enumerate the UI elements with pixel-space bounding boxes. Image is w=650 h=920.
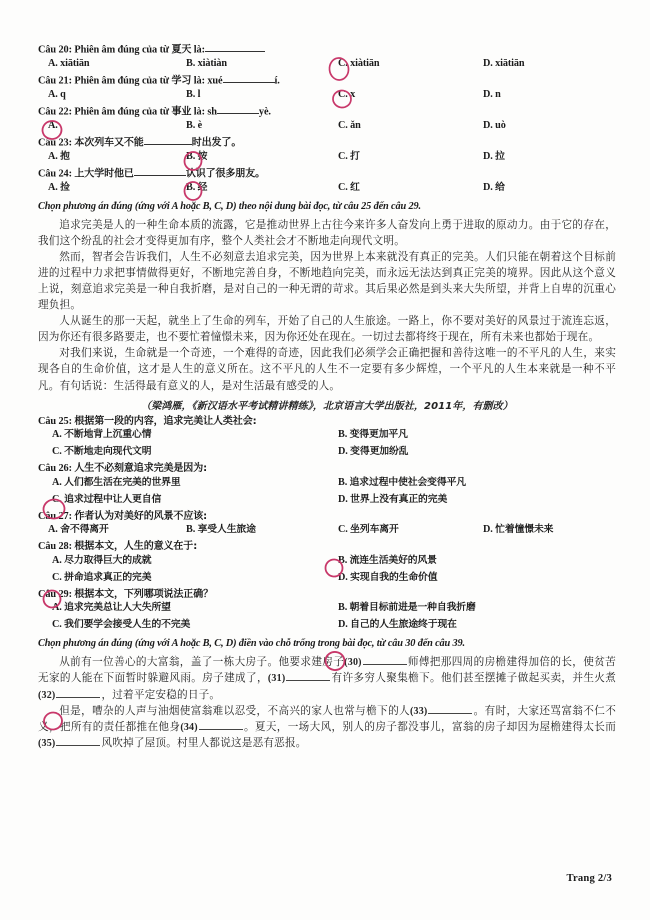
option-letter: B. bbox=[186, 524, 196, 536]
option-letter: C. bbox=[338, 181, 348, 193]
gap-blank-32 bbox=[56, 689, 100, 698]
question-text-21c: í. bbox=[274, 75, 280, 87]
option-24-d[interactable] bbox=[483, 182, 505, 194]
option-letter: A. bbox=[52, 429, 62, 441]
question-number-27: Câu 27: bbox=[38, 510, 72, 522]
passage-paragraph-4: 对我们来说，生命就是一个奇迹，一个难得的奇迹，因此我们必须学会正确把握和善待这唯一的不平凡的人生，来实现各自的生命价值，这才是人生的意义所在。这不平凡的人生不一定要有多少辉煌，一个平凡的人生本来就是一种不平凡。有句话说：生活得最有意义的人，是对生活最有感受的人。 bbox=[38, 347, 616, 392]
question-chinese-26: 人生不必刻意追求完美是因为: bbox=[74, 463, 208, 475]
option-text: 拉 bbox=[495, 150, 505, 162]
option-letter: D. bbox=[483, 88, 493, 100]
option-text: 追求完美总让人大失所望 bbox=[64, 602, 171, 614]
option-letter: D. bbox=[483, 119, 493, 131]
option-21-a[interactable] bbox=[48, 89, 66, 101]
option-21-c[interactable] bbox=[338, 89, 355, 101]
option-text: 变得更加平凡 bbox=[349, 429, 408, 441]
cloze-text: 但是，嘈杂的人声与油烟使富翁难以忍受，不高兴的家人也常与檐下的人 bbox=[59, 704, 410, 717]
option-letter: A. bbox=[52, 476, 62, 488]
option-text: 人们都生活在完美的世界里 bbox=[64, 476, 181, 488]
gap-number-34: (34) bbox=[180, 722, 198, 733]
question-number-29: Câu 29: bbox=[38, 588, 72, 600]
question-chinese-27b: 应该: bbox=[183, 510, 208, 522]
options-row-29b bbox=[38, 619, 616, 634]
question-text-21a: Phiên âm đúng của từ bbox=[74, 75, 172, 87]
cloze-text: 从前有一位善心的大富翁，盖了一栋大房子。他要求建房子 bbox=[59, 656, 345, 669]
option-27-c[interactable] bbox=[338, 524, 399, 536]
option-letter: C. bbox=[338, 88, 348, 100]
option-letter: B. bbox=[186, 88, 196, 100]
option-letter: B. bbox=[186, 57, 196, 69]
cloze-text: 。夏天，一场大风，别人的房子都没事儿，富翁的房子却因为屋檐建得太长而 bbox=[243, 721, 617, 733]
option-letter: D. bbox=[483, 57, 493, 69]
gap-number-35: (35) bbox=[38, 738, 56, 750]
options-row-27 bbox=[38, 524, 616, 539]
option-28-b[interactable] bbox=[338, 555, 437, 567]
option-letter: C. bbox=[52, 571, 62, 583]
option-text: 打 bbox=[350, 150, 360, 162]
option-text: n bbox=[495, 88, 501, 100]
question-text-22a: Phiên âm đúng của từ bbox=[74, 106, 172, 118]
option-22-a[interactable] bbox=[48, 120, 58, 132]
options-row-28b bbox=[38, 572, 616, 587]
option-text: 坐列车离开 bbox=[350, 524, 399, 536]
question-text-20a: Phiên âm đúng của từ bbox=[74, 44, 172, 56]
option-28-d[interactable] bbox=[338, 572, 437, 584]
option-text: è bbox=[197, 119, 203, 131]
option-23-d[interactable] bbox=[483, 151, 505, 163]
option-letter: D. bbox=[483, 524, 493, 536]
option-26-a[interactable] bbox=[52, 477, 181, 489]
question-stem-27 bbox=[38, 511, 616, 524]
answer-blank-20 bbox=[205, 44, 265, 52]
option-text: 不断地走向现代文明 bbox=[64, 446, 152, 458]
option-letter: D. bbox=[338, 619, 348, 631]
option-text: 经 bbox=[197, 181, 208, 193]
option-text: 按 bbox=[197, 150, 208, 162]
option-letter: A. bbox=[52, 602, 62, 614]
question-number-23: Câu 23: bbox=[38, 137, 72, 149]
question-number-26: Câu 26: bbox=[38, 463, 72, 475]
cloze-text: 风吹掉了屋顶。村里人都说这是恶有恶报。 bbox=[101, 737, 307, 750]
option-text: 给 bbox=[495, 181, 505, 193]
gap-number-33: (33) bbox=[410, 705, 428, 717]
option-text: 尽力取得巨大的成就 bbox=[64, 554, 152, 566]
question-text-22b: là: sh bbox=[191, 106, 217, 118]
option-20-c[interactable] bbox=[338, 58, 379, 70]
passage-paragraph-1: 追求完美是人的一种生命本质的流露，它是推动世界上古往今来许多人奋发向上勇于进取的原动力。由于它的存在，我们这个纷乱的社会才变得更加有序，整个人类社会才不断地走向现代文明。 bbox=[38, 218, 616, 247]
cloze-paragraph-2 bbox=[38, 703, 616, 752]
options-row-23 bbox=[38, 151, 616, 166]
options-row-26b bbox=[38, 494, 616, 509]
question-number-24: Câu 24: bbox=[38, 168, 72, 180]
option-29-d[interactable] bbox=[338, 619, 457, 631]
option-23-b[interactable] bbox=[186, 151, 207, 163]
options-row-22 bbox=[38, 120, 616, 135]
option-text: 红 bbox=[350, 181, 360, 193]
option-28-a[interactable] bbox=[52, 555, 151, 567]
reading-instruction: Chọn phương án đúng (ứng với A hoặc B, C, D) theo nội dung bài đọc, từ câu 25 đến câu 29. bbox=[38, 200, 421, 212]
option-25-a[interactable] bbox=[52, 429, 151, 441]
option-text: xiātiān bbox=[495, 57, 525, 69]
cloze-text: 师傅把那四周的房檐建得加倍的长，使贫苦无家的人能在下面暂时躲避风雨。房子建成了， bbox=[38, 656, 616, 685]
page-footer: Trang 2/3 bbox=[566, 873, 612, 884]
question-emphasis-27: 不 bbox=[173, 510, 184, 522]
cloze-text: 有许多穷人聚集檐下。他们甚至摆摊子做起买卖，并生火煮 bbox=[331, 672, 617, 685]
option-text: xiàtiàn bbox=[197, 57, 227, 69]
option-letter: B. bbox=[338, 429, 348, 441]
page-content bbox=[38, 44, 616, 751]
options-row-21 bbox=[38, 89, 616, 104]
question-stem-21 bbox=[38, 75, 616, 88]
cloze-paragraph-1 bbox=[38, 654, 616, 703]
option-21-d[interactable] bbox=[483, 89, 501, 101]
option-text: 追求过程中让人更自信 bbox=[64, 493, 162, 505]
option-29-b[interactable] bbox=[338, 602, 476, 614]
option-26-b[interactable] bbox=[338, 477, 466, 489]
question-stem-23 bbox=[38, 137, 616, 150]
cloze-text: 。有时，大家还骂富翁不仁不义，把所有的责任都推在他身 bbox=[38, 704, 616, 733]
option-text: 朝着目标前进是一种自我折磨 bbox=[349, 602, 476, 614]
option-text: 不断地背上沉重心情 bbox=[64, 429, 152, 441]
option-letter: A. bbox=[48, 88, 58, 100]
option-letter: B. bbox=[338, 554, 348, 566]
option-20-d[interactable] bbox=[483, 58, 524, 70]
option-letter: C. bbox=[338, 57, 348, 69]
option-28-c[interactable] bbox=[52, 572, 151, 584]
option-text: 拼命追求真正的完美 bbox=[64, 571, 152, 583]
option-text: 抱 bbox=[60, 150, 70, 162]
question-stem-20 bbox=[38, 44, 616, 57]
gap-number-30: (30) bbox=[344, 657, 362, 669]
option-text: 捡 bbox=[60, 181, 70, 193]
option-text: xiātiān bbox=[60, 57, 90, 69]
option-letter: D. bbox=[483, 150, 493, 162]
option-text: l bbox=[197, 88, 201, 100]
options-row-25b bbox=[38, 446, 616, 461]
answer-blank-24 bbox=[134, 168, 186, 176]
question-chinese-24: 上大学时他已 bbox=[74, 168, 134, 180]
question-stem-26 bbox=[38, 463, 616, 476]
option-letter: A. bbox=[48, 524, 58, 536]
question-number-20: Câu 20: bbox=[38, 44, 72, 56]
option-text: x bbox=[350, 88, 356, 100]
option-text: 追求过程中使社会变得平凡 bbox=[349, 476, 466, 488]
gap-blank-35 bbox=[56, 737, 100, 746]
option-text: 流连生活美好的风景 bbox=[349, 554, 437, 566]
question-text-21b: là: xué bbox=[191, 75, 223, 87]
option-21-b[interactable] bbox=[186, 89, 200, 101]
passage-paragraph-2: 然而，智者会告诉我们，人生不必刻意去追求完美，因为世界上本来就没有真正的完美。人们只能在朝着这个目标前进的过程中力求把事情做得更好，不断地完善自身，不断地趋向完美，而永远无法达到真正完美的境界。因此从这个意义上说，刻意追求完美是一种自我折磨，是对自己的一种无谓的苛求。其后果必然是到头来大失所望，并背上自卑的沉重心理负担。 bbox=[38, 250, 616, 312]
passage-source-citation: （梁鸿雁，《新汉语水平考试精讲精练》，北京语言大学出版社，2011年，有删改） bbox=[141, 400, 513, 412]
passage-paragraph-3: 人从诞生的那一天起，就坐上了生命的列车，开始了自己的人生旅途。一路上，你不要对美好的风景过于流连忘返，因为你还有很多路要走，也不要忙着憧憬未来，因为你还处在现在。一切过去都将终于现在，所有未来也都始于现在。 bbox=[38, 315, 616, 344]
option-text: 世界上没有真正的完美 bbox=[350, 493, 448, 505]
option-26-d[interactable] bbox=[338, 494, 447, 506]
option-text: 自己的人生旅途终于现在 bbox=[350, 619, 457, 631]
question-chinese-22: 事业 bbox=[171, 106, 192, 118]
question-chinese-20: 夏天 bbox=[171, 44, 192, 56]
question-chinese-24b: 认识了很多朋友。 bbox=[185, 168, 266, 180]
option-letter: B. bbox=[338, 602, 348, 614]
question-number-28: Câu 28: bbox=[38, 541, 72, 553]
option-25-b[interactable] bbox=[338, 429, 408, 441]
option-27-b[interactable] bbox=[186, 524, 256, 536]
option-text: 我们要学会接受人生的不完美 bbox=[64, 619, 191, 631]
answer-blank-22 bbox=[217, 106, 259, 114]
question-stem-22 bbox=[38, 106, 616, 119]
question-chinese-25: 根据第一段的内容，追求完美让人类社会: bbox=[74, 415, 257, 427]
option-22-b[interactable] bbox=[186, 120, 202, 132]
question-stem-24 bbox=[38, 168, 616, 181]
option-letter: A. bbox=[48, 57, 58, 69]
gap-blank-34 bbox=[199, 721, 243, 730]
option-text: 享受人生旅途 bbox=[197, 524, 256, 536]
options-row-25a bbox=[38, 429, 616, 444]
option-letter: D. bbox=[338, 446, 348, 458]
option-text: 忙着憧憬未来 bbox=[495, 524, 554, 536]
question-number-21: Câu 21: bbox=[38, 75, 72, 87]
option-27-d[interactable] bbox=[483, 524, 553, 536]
option-29-c[interactable] bbox=[52, 619, 190, 631]
gap-blank-31 bbox=[286, 673, 330, 682]
option-letter: C. bbox=[338, 119, 348, 131]
options-row-26a bbox=[38, 477, 616, 492]
option-letter: A. bbox=[52, 554, 62, 566]
option-letter: B. bbox=[338, 476, 348, 488]
gap-blank-33 bbox=[428, 705, 472, 714]
option-26-c[interactable] bbox=[52, 494, 161, 506]
option-letter: A. bbox=[48, 119, 58, 131]
option-text: ǎn bbox=[350, 119, 361, 131]
gap-blank-30 bbox=[363, 656, 407, 665]
option-letter: D. bbox=[338, 493, 348, 505]
option-text: xiàtiān bbox=[350, 57, 380, 69]
question-chinese-28: 根据本文，人生的意义在于: bbox=[74, 541, 198, 553]
question-chinese-21: 学习 bbox=[171, 75, 192, 87]
option-text: 舍不得离开 bbox=[60, 524, 109, 536]
gap-number-31: (31) bbox=[267, 673, 286, 685]
options-row-28a bbox=[38, 555, 616, 570]
option-text: q bbox=[60, 88, 66, 100]
option-letter: C. bbox=[52, 619, 62, 631]
option-letter: A. bbox=[48, 181, 58, 193]
question-number-25: Câu 25: bbox=[38, 415, 72, 427]
option-letter: A. bbox=[48, 150, 58, 162]
question-stem-25 bbox=[38, 416, 616, 429]
option-23-a[interactable] bbox=[48, 151, 70, 163]
option-letter: D. bbox=[483, 181, 493, 193]
question-text-20b: là: bbox=[191, 44, 205, 56]
question-text-22c: yè. bbox=[258, 106, 271, 118]
options-row-20 bbox=[38, 58, 616, 73]
option-letter: B. bbox=[186, 119, 196, 131]
option-letter: C. bbox=[338, 150, 348, 162]
option-22-c[interactable] bbox=[338, 120, 361, 132]
gap-number-32: (32) bbox=[38, 689, 56, 701]
cloze-text: ，过着平定安稳的日子。 bbox=[101, 688, 221, 701]
question-chinese-23b: 时出发了。 bbox=[191, 137, 242, 149]
option-24-b[interactable] bbox=[186, 182, 207, 194]
option-24-c[interactable] bbox=[338, 182, 360, 194]
option-letter: C. bbox=[52, 446, 62, 458]
option-24-a[interactable] bbox=[48, 182, 70, 194]
option-letter: B. bbox=[186, 181, 196, 193]
option-27-a[interactable] bbox=[48, 524, 109, 536]
options-row-24 bbox=[38, 182, 616, 197]
option-letter: C. bbox=[338, 524, 348, 536]
answer-blank-21 bbox=[223, 75, 275, 83]
option-letter: C. bbox=[52, 493, 62, 505]
answer-blank-23 bbox=[144, 137, 192, 145]
option-20-a[interactable] bbox=[48, 58, 89, 70]
question-chinese-27: 作者认为对美好的风景 bbox=[74, 510, 174, 522]
option-22-d[interactable] bbox=[483, 120, 506, 132]
option-25-d[interactable] bbox=[338, 446, 408, 458]
option-29-a[interactable] bbox=[52, 602, 171, 614]
question-stem-29 bbox=[38, 589, 616, 602]
question-chinese-29: 根据本文，下列哪项说法正确？ bbox=[74, 588, 214, 600]
cloze-instruction: Chọn phương án đúng (ứng với A hoặc B, C, D) điền vào chỗ trống trong bài đọc, từ câu 30 đến câu 39. bbox=[38, 638, 465, 650]
option-text: uò bbox=[495, 119, 506, 131]
option-25-c[interactable] bbox=[52, 446, 151, 458]
question-chinese-23: 本次列车又不能 bbox=[74, 137, 144, 149]
option-text: 实现自我的生命价值 bbox=[350, 571, 438, 583]
option-letter: B. bbox=[186, 150, 196, 162]
option-20-b[interactable] bbox=[186, 58, 227, 70]
option-text: 变得更加纷乱 bbox=[350, 446, 409, 458]
question-stem-28 bbox=[38, 541, 616, 554]
option-23-c[interactable] bbox=[338, 151, 360, 163]
question-number-22: Câu 22: bbox=[38, 106, 72, 118]
option-letter: D. bbox=[338, 571, 348, 583]
options-row-29a bbox=[38, 602, 616, 617]
